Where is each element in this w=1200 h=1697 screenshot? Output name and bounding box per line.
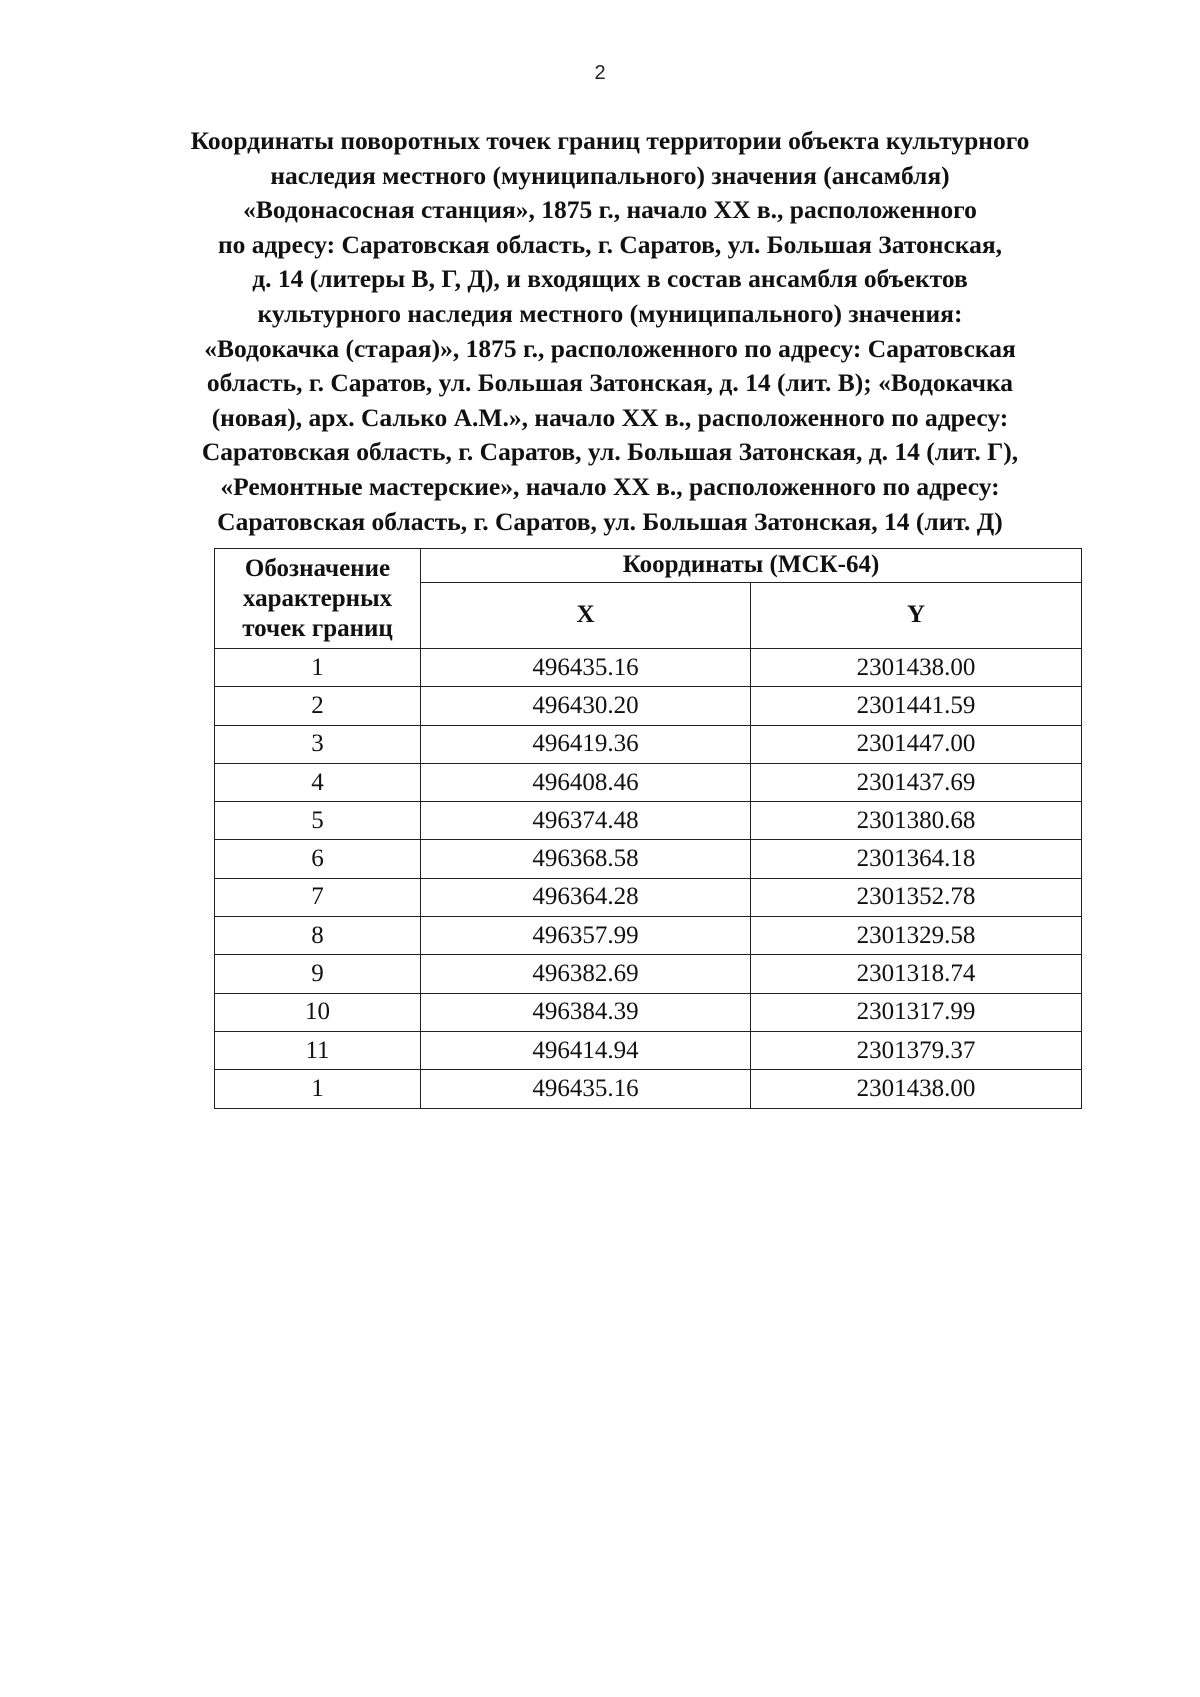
cell-y: 2301447.00 — [751, 725, 1082, 763]
header-designation: Обозначение характерных точек границ — [215, 549, 421, 649]
table-row — [215, 1070, 1082, 1108]
cell-point: 7 — [215, 878, 421, 916]
document-title — [140, 124, 1080, 539]
cell-y: 2301438.00 — [751, 649, 1082, 687]
title-line: «Водонасосная станция», 1875 г., начало XX в., расположенного — [243, 195, 977, 225]
cell-x: 496430.20 — [421, 687, 751, 725]
cell-y: 2301364.18 — [751, 840, 1082, 878]
title-line: Саратовская область, г. Саратов, ул. Большая Затонская, 14 (лит. Д) — [217, 506, 1003, 536]
cell-x: 496382.69 — [421, 955, 751, 993]
title-line: «Водокачка (старая)», 1875 г., расположенного по адресу: Саратовская — [204, 333, 1016, 363]
table-header — [215, 549, 1082, 649]
cell-point: 6 — [215, 840, 421, 878]
table-row — [215, 840, 1082, 878]
cell-y: 2301317.99 — [751, 993, 1082, 1031]
table-row — [215, 917, 1082, 955]
coordinates-table — [214, 548, 1082, 1109]
cell-point: 3 — [215, 725, 421, 763]
cell-point: 10 — [215, 993, 421, 1031]
cell-point: 8 — [215, 917, 421, 955]
cell-point: 2 — [215, 687, 421, 725]
title-line: д. 14 (литеры В, Г, Д), и входящих в состав ансамбля объектов — [252, 264, 968, 294]
cell-x: 496357.99 — [421, 917, 751, 955]
title-line: (новая), арх. Салько А.М.», начало XX в., расположенного по адресу: — [211, 402, 1009, 432]
table-body — [215, 649, 1082, 1109]
header-x: X — [421, 582, 751, 648]
table-row — [215, 955, 1082, 993]
title-line: наследия местного (муниципального) значения (ансамбля) — [270, 160, 950, 190]
table-row — [215, 802, 1082, 840]
cell-x: 496368.58 — [421, 840, 751, 878]
cell-x: 496374.48 — [421, 802, 751, 840]
cell-y: 2301380.68 — [751, 802, 1082, 840]
cell-y: 2301438.00 — [751, 1070, 1082, 1108]
cell-x: 496419.36 — [421, 725, 751, 763]
table-row — [215, 763, 1082, 801]
table-row — [215, 687, 1082, 725]
cell-x: 496435.16 — [421, 649, 751, 687]
cell-point: 11 — [215, 1031, 421, 1069]
title-line: «Ремонтные мастерские», начало XX в., расположенного по адресу: — [220, 471, 1000, 501]
cell-point: 5 — [215, 802, 421, 840]
cell-point: 1 — [215, 649, 421, 687]
title-line: Координаты поворотных точек границ территории объекта культурного — [190, 126, 1030, 155]
header-coordinates: Координаты (МСК-64) — [421, 549, 1082, 583]
table-row — [215, 878, 1082, 916]
cell-x: 496364.28 — [421, 878, 751, 916]
title-line: культурного наследия местного (муниципального) значения: — [257, 298, 963, 328]
cell-point: 4 — [215, 763, 421, 801]
cell-x: 496408.46 — [421, 763, 751, 801]
cell-y: 2301437.69 — [751, 763, 1082, 801]
title-line: Саратовская область, г. Саратов, ул. Большая Затонская, д. 14 (лит. Г), — [201, 437, 1019, 467]
title-line: область, г. Саратов, ул. Большая Затонская, д. 14 (лит. В); «Водокачка — [206, 368, 1014, 398]
page-number: 2 — [594, 62, 606, 84]
header-y: Y — [751, 582, 1082, 648]
cell-x: 496435.16 — [421, 1070, 751, 1108]
table-row — [215, 1031, 1082, 1069]
table-row — [215, 649, 1082, 687]
table-row — [215, 725, 1082, 763]
cell-point: 9 — [215, 955, 421, 993]
cell-y: 2301379.37 — [751, 1031, 1082, 1069]
table-row — [215, 993, 1082, 1031]
cell-y: 2301318.74 — [751, 955, 1082, 993]
cell-x: 496384.39 — [421, 993, 751, 1031]
cell-point: 1 — [215, 1070, 421, 1108]
title-line: по адресу: Саратовская область, г. Саратов, ул. Большая Затонская, — [217, 229, 1003, 259]
cell-y: 2301352.78 — [751, 878, 1082, 916]
cell-y: 2301441.59 — [751, 687, 1082, 725]
cell-x: 496414.94 — [421, 1031, 751, 1069]
cell-y: 2301329.58 — [751, 917, 1082, 955]
